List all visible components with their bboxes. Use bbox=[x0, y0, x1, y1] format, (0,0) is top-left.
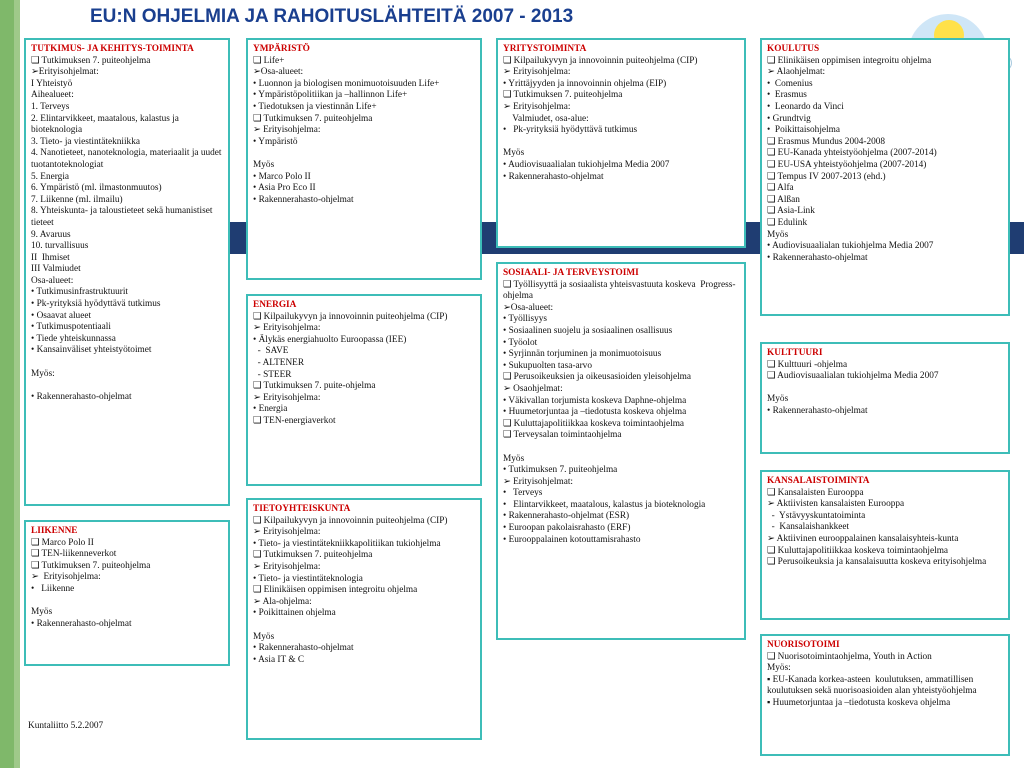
box-line: ❑ Marco Polo II bbox=[31, 537, 94, 548]
box-line: 4. Nanotieteet, nanoteknologia, materiaalit ja uudet tuotantoteknologiat bbox=[31, 148, 224, 170]
box-line: • Työllisyys bbox=[503, 314, 548, 325]
box-line: • Väkivallan torjumista koskeva Daphne-ohjelma bbox=[503, 395, 687, 406]
box-line: Myös bbox=[253, 159, 275, 170]
box-line: - ALTENER bbox=[253, 357, 305, 368]
box-line: • Poikittainen ohjelma bbox=[253, 608, 336, 619]
box-line: Myös bbox=[503, 453, 525, 464]
box-line: III Valmiudet bbox=[31, 264, 81, 275]
box-line: ❑ Tempus IV 2007-2013 (ehd.) bbox=[767, 171, 886, 182]
box-line: • Erasmus bbox=[767, 90, 807, 101]
box-line: ➢ Ala-ohjelma: bbox=[253, 596, 312, 607]
box-line bbox=[767, 383, 1003, 395]
page-title: EU:N OHJELMIA JA RAHOITUSLÄHTEITÄ 2007 - 2013 bbox=[90, 6, 574, 27]
box-line: • Yrittäjyyden ja innovoinnin ohjelma (EIP) bbox=[503, 78, 667, 89]
box-line: ▪ Huumetorjuntaa ja –tiedotusta koskeva ohjelma bbox=[767, 697, 951, 708]
box-ymparisto bbox=[246, 38, 482, 280]
box-line: ❑ Terveysalan toimintaohjelma bbox=[503, 430, 622, 441]
box-line: ➢ Alaohjelmat: bbox=[767, 67, 826, 78]
box-line: ➢Erityisohjelmat: bbox=[31, 67, 99, 78]
box-line: • Älykäs energiahuolto Euroopassa (IEE) bbox=[253, 334, 407, 345]
box-line bbox=[503, 442, 739, 454]
box-heading: TIETOYHTEISKUNTA bbox=[253, 504, 351, 514]
box-line: 6. Ympäristö (ml. ilmastonmuutos) bbox=[31, 183, 162, 194]
box-line: • Audiovisuaalialan tukiohjelma Media 2007 bbox=[767, 241, 934, 252]
box-line: • Huumetorjuntaa ja –tiedotusta koskeva ohjelma bbox=[503, 407, 687, 418]
box-line: ➢ Osaohjelmat: bbox=[503, 383, 563, 394]
box-line: Myös bbox=[503, 148, 525, 159]
box-line: ❑ Alßan bbox=[767, 194, 800, 205]
box-line: 8. Yhteiskunta- ja taloustieteet sekä humanistiset tieteet bbox=[31, 206, 215, 228]
box-heading: KOULUTUS bbox=[767, 44, 820, 54]
box-heading: SOSIAALI- JA TERVEYSTOIMI bbox=[503, 268, 639, 278]
box-heading: ENERGIA bbox=[253, 300, 297, 310]
box-line: - SAVE bbox=[253, 346, 289, 357]
box-line: ❑ EU-USA yhteistyöohjelma (2007-2014) bbox=[767, 159, 927, 170]
box-line bbox=[31, 380, 223, 392]
box-line bbox=[253, 620, 475, 632]
box-line: ❑ Elinikäisen oppimisen integroitu ohjelma bbox=[767, 55, 932, 66]
box-heading: KANSALAISTOIMINTA bbox=[767, 476, 870, 486]
box-line: ❑ Life+ bbox=[253, 55, 285, 66]
box-line: 2. Elintarvikkeet, maatalous, kalastus ja bioteknologia bbox=[31, 113, 182, 136]
box-line: • Tutkimuksen 7. puiteohjelma bbox=[503, 465, 618, 476]
box-line: ❑ Nuorisotoimintaohjelma, Youth in Action bbox=[767, 651, 932, 662]
box-nuoriso bbox=[760, 634, 1010, 756]
box-line: • Tiedotuksen ja viestinnän Life+ bbox=[253, 101, 377, 112]
box-line: ❑ Tutkimuksen 7. puiteohjelma bbox=[253, 113, 373, 124]
box-line bbox=[31, 596, 223, 608]
box-line: ❑ Perusoikeuksia ja kansalaisuutta koskeva erityisohjelma bbox=[767, 557, 987, 568]
box-line: ❑ Työllisyyttä ja sosiaalista yhteisvastuuta koskeva Progress-ohjelma bbox=[503, 279, 736, 302]
box-line: Myös: bbox=[767, 663, 791, 674]
box-line: ▪ EU-Kanada korkea-asteen koulutuksen, ammatillisen koulutuksen sekä nuorisoasioiden alan yhteistyöohjelma bbox=[767, 674, 977, 697]
box-line bbox=[503, 137, 739, 149]
box-line bbox=[31, 357, 223, 369]
box-line: ➢Osa-alueet: bbox=[503, 302, 554, 313]
box-line: ➢Osa-alueet: bbox=[253, 67, 304, 78]
box-line: ➢ Erityisohjelma: bbox=[253, 323, 321, 334]
box-line: • Syrjinnän torjuminen ja monimuotoisuus bbox=[503, 349, 662, 360]
box-line: • Rakennerahasto-ohjelmat bbox=[31, 618, 132, 629]
box-line: ❑ TEN-liikenneverkot bbox=[31, 549, 117, 560]
box-heading: YMPÄRISTÖ bbox=[253, 44, 310, 54]
box-line: ➢ Erityisohjelma: bbox=[253, 527, 321, 538]
box-line: • Työolot bbox=[503, 337, 538, 348]
box-yritys bbox=[496, 38, 746, 248]
box-line: • Rakennerahasto-ohjelmat bbox=[503, 171, 604, 182]
box-line: ❑ Audiovisuaalialan tukiohjelma Media 2007 bbox=[767, 371, 939, 382]
box-line: • Comenius bbox=[767, 78, 813, 89]
box-sosiaali bbox=[496, 262, 746, 640]
box-line: • Ympäristöpolitiikan ja –hallinnon Life+ bbox=[253, 90, 408, 101]
box-line: Myös bbox=[767, 394, 789, 405]
box-line: ❑ Asia-Link bbox=[767, 206, 815, 217]
box-line: ❑ EU-Kanada yhteistyöohjelma (2007-2014) bbox=[767, 148, 937, 159]
box-line: • Tutkimusinfrastruktuurit bbox=[31, 287, 129, 298]
box-line: ❑ Kilpailukyvyn ja innovoinnin puiteohjelma (CIP) bbox=[253, 311, 448, 322]
box-line: II Ihmiset bbox=[31, 252, 70, 263]
box-line: • Marco Polo II bbox=[253, 171, 311, 182]
box-line: ➢ Erityisohjelma: bbox=[253, 561, 321, 572]
box-line: ➢ Aktiivinen eurooppalainen kansalaisyhteis-kunta bbox=[767, 533, 959, 544]
box-line: Myös bbox=[31, 607, 53, 618]
box-line: • Asia IT & C bbox=[253, 654, 305, 665]
box-line: Osa-alueet: bbox=[31, 275, 74, 286]
box-line: • Tutkimuspotentiaali bbox=[31, 322, 111, 333]
box-line: Myös bbox=[767, 229, 789, 240]
box-line: ❑ Kuluttajapolitiikkaa koskeva toimintaohjelma bbox=[767, 545, 949, 556]
box-line: • Tieto- ja viestintäteknologia bbox=[253, 573, 363, 584]
box-line: • Pk-yrityksiä hyödyttävä tutkimus bbox=[503, 125, 638, 136]
box-kulttuuri bbox=[760, 342, 1010, 454]
box-line: • Luonnon ja biologisen monimuotoisuuden Life+ bbox=[253, 78, 440, 89]
box-line: 3. Tieto- ja viestintätekniikka bbox=[31, 136, 140, 147]
box-line: • Osaavat alueet bbox=[31, 310, 92, 321]
box-line: ➢ Erityisohjelma: bbox=[253, 125, 321, 136]
box-line: ➢ Erityisohjelma: bbox=[503, 101, 571, 112]
box-line: ❑ Tutkimuksen 7. puiteohjelma bbox=[31, 560, 151, 571]
box-line: • Asia Pro Eco II bbox=[253, 183, 316, 194]
box-line: • Rakennerahasto-ohjelmat bbox=[31, 391, 132, 402]
box-line: - STEER bbox=[253, 369, 292, 380]
box-line: ❑ Erasmus Mundus 2004-2008 bbox=[767, 136, 886, 147]
box-heading: KULTTUURI bbox=[767, 348, 823, 358]
left-decor-strip-inner bbox=[0, 0, 14, 768]
box-line: Myös bbox=[253, 631, 275, 642]
box-line: ❑ Kulttuuri -ohjelma bbox=[767, 359, 848, 370]
box-tieto bbox=[246, 498, 482, 740]
box-line bbox=[253, 148, 475, 160]
box-heading: LIIKENNE bbox=[31, 526, 78, 536]
box-line: Aihealueet: bbox=[31, 90, 74, 101]
box-line: • Euroopan pakolaisrahasto (ERF) bbox=[503, 523, 631, 534]
box-koulutus bbox=[760, 38, 1010, 316]
box-line: • Rakennerahasto-ohjelmat (ESR) bbox=[503, 511, 630, 522]
box-line: • Grundtvig bbox=[767, 113, 811, 124]
box-line: • Kansainväliset yhteistyötoimet bbox=[31, 345, 152, 356]
box-line: Valmiudet, osa-alue: bbox=[503, 113, 589, 124]
box-heading: NUORISOTOIMI bbox=[767, 640, 840, 650]
box-line: • Rakennerahasto-ohjelmat bbox=[767, 252, 868, 263]
box-line: • Audiovisuaalialan tukiohjelma Media 2007 bbox=[503, 159, 670, 170]
box-line: ❑ TEN-energiaverkot bbox=[253, 415, 336, 426]
box-line: ❑ Alfa bbox=[767, 183, 794, 194]
box-line: I Yhteistyö bbox=[31, 78, 73, 89]
box-line: • Sosiaalinen suojelu ja sosiaalinen osallisuus bbox=[503, 325, 673, 336]
box-line: ➢ Erityisohjelma: bbox=[503, 67, 571, 78]
box-line: ❑ Kansalaisten Eurooppa bbox=[767, 487, 864, 498]
box-line: • Eurooppalainen kotouttamisrahasto bbox=[503, 534, 641, 545]
box-line: • Leonardo da Vinci bbox=[767, 101, 844, 112]
box-line: • Sukupuolten tasa-arvo bbox=[503, 360, 592, 371]
box-line: ❑ Kilpailukyvyn ja innovoinnin puiteohjelma (CIP) bbox=[503, 55, 698, 66]
footer-text: Kuntaliitto 5.2.2007 bbox=[28, 721, 104, 731]
box-line: • Tiede yhteiskunnassa bbox=[31, 333, 116, 344]
box-line: ❑ Kuluttajapolitiikkaa koskeva toimintaohjelma bbox=[503, 418, 685, 429]
box-line: • Pk-yrityksiä hyödyttävä tutkimus bbox=[31, 299, 161, 310]
box-line: ❑ Tutkimuksen 7. puiteohjelma bbox=[503, 90, 623, 101]
box-line: ❑ Elinikäisen oppimisen integroitu ohjelma bbox=[253, 585, 418, 596]
box-line: • Elintarvikkeet, maatalous, kalastus ja bioteknologia bbox=[503, 499, 706, 510]
box-line: • Liikenne bbox=[31, 583, 75, 594]
box-line: ➢ Erityisohjelmat: bbox=[503, 476, 574, 487]
box-heading: YRITYSTOIMINTA bbox=[503, 44, 587, 54]
box-line: ❑ Perusoikeuksien ja oikeusasioiden yleisohjelma bbox=[503, 372, 692, 383]
box-kansalais bbox=[760, 470, 1010, 620]
box-line: • Energia bbox=[253, 404, 288, 415]
box-line: • Tieto- ja viestintätekniikkapolitiikan tukiohjelma bbox=[253, 538, 441, 549]
box-line: ❑ Tutkimuksen 7. puite-ohjelma bbox=[253, 381, 376, 392]
box-line: Myös: bbox=[31, 368, 55, 379]
box-line: 9. Avaruus bbox=[31, 229, 71, 240]
box-line: - Kansalaishankkeet bbox=[767, 522, 850, 533]
box-tutkimus bbox=[24, 38, 230, 506]
box-energia bbox=[246, 294, 482, 486]
box-line: - Ystävyyskuntatoiminta bbox=[767, 510, 866, 521]
box-heading: TUTKIMUS- JA KEHITYS-TOIMINTA bbox=[31, 44, 194, 54]
box-line: ❑ Edulink bbox=[767, 217, 808, 228]
box-liikenne bbox=[24, 520, 230, 666]
box-line: ❑ Tutkimuksen 7. puiteohjelma bbox=[253, 550, 373, 561]
box-line: ➢ Erityisohjelma: bbox=[31, 572, 101, 583]
box-line: ❑ Tutkimuksen 7. puiteohjelma bbox=[31, 55, 151, 66]
box-line: • Rakennerahasto-ohjelmat bbox=[253, 643, 354, 654]
box-line: • Terveys bbox=[503, 488, 543, 499]
box-line: ➢ Erityisohjelma: bbox=[253, 392, 321, 403]
box-line: • Rakennerahasto-ohjelmat bbox=[767, 405, 868, 416]
box-line: 7. Liikenne (ml. ilmailu) bbox=[31, 194, 123, 205]
box-line: 10. turvallisuus bbox=[31, 241, 89, 252]
box-line: 1. Terveys bbox=[31, 101, 70, 112]
box-line: • Ympäristö bbox=[253, 136, 298, 147]
box-line: • Rakennerahasto-ohjelmat bbox=[253, 194, 354, 205]
box-line: • Poikittaisohjelma bbox=[767, 125, 840, 136]
box-line: ➢ Aktiivisten kansalaisten Eurooppa bbox=[767, 499, 905, 510]
box-line: ❑ Kilpailukyvyn ja innovoinnin puiteohjelma (CIP) bbox=[253, 515, 448, 526]
box-line: 5. Energia bbox=[31, 171, 70, 182]
